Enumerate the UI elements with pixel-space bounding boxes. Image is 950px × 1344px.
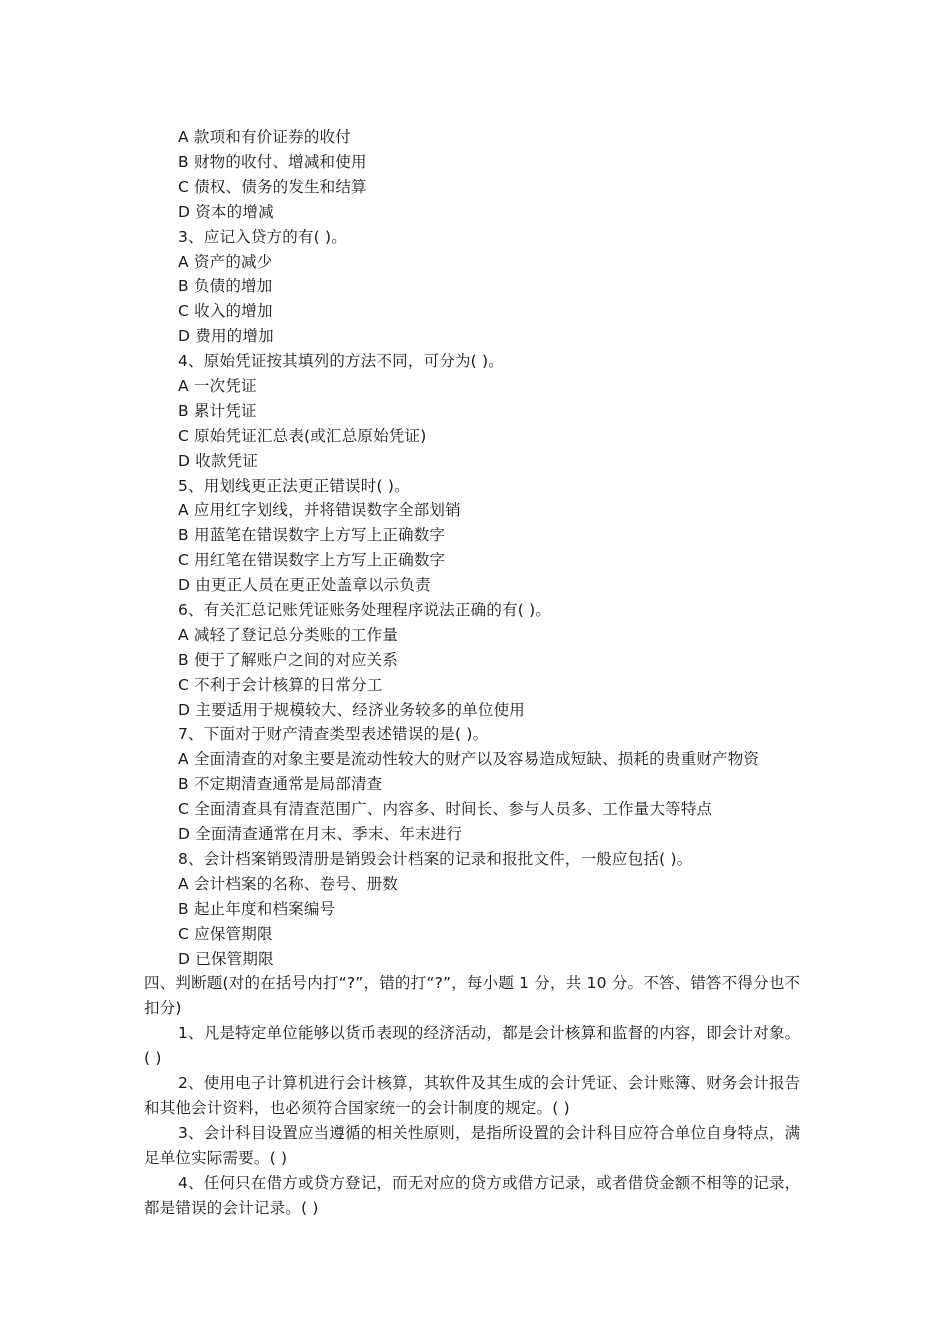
option-line: A 会计档案的名称、卷号、册数	[178, 875, 399, 893]
question-line: 5、用划线更正法更正错误时( )。	[178, 477, 410, 495]
option-line: D 收款凭证	[178, 452, 259, 470]
judgment-item: 2、使用电子计算机进行会计核算，其软件及其生成的会计凭证、会计账簿、财务会计报告和其他会计资料，也必须符合国家统一的会计制度的规定。( )	[144, 1074, 801, 1117]
option-line: B 负债的增加	[178, 277, 273, 295]
option-line: D 费用的增加	[178, 327, 274, 345]
option-line: B 不定期清查通常是局部清查	[178, 775, 383, 793]
option-line: D 全面清查通常在月末、季末、年末进行	[178, 825, 463, 843]
option-line: B 便于了解账户之间的对应关系	[178, 651, 399, 669]
option-line: A 全面清查的对象主要是流动性较大的财产以及容易造成短缺、损耗的贵重财产物资	[178, 750, 760, 768]
judgment-item: 1、凡是特定单位能够以货币表现的经济活动，都是会计核算和监督的内容，即会计对象。( )	[144, 1024, 801, 1067]
question-line: 7、下面对于财产清查类型表述错误的是( )。	[178, 725, 489, 743]
option-line: D 由更正人员在更正处盖章以示负责	[178, 576, 431, 594]
question-line: 6、有关汇总记账凭证账务处理程序说法正确的有( )。	[178, 601, 552, 619]
option-line: C 收入的增加	[178, 302, 273, 320]
option-line: A 一次凭证	[178, 377, 257, 395]
judgment-item: 3、会计科目设置应当遵循的相关性原则，是指所设置的会计科目应符合单位自身特点，满足单位实际需要。( )	[144, 1124, 801, 1167]
question-line: 8、会计档案销毁清册是销毁会计档案的记录和报批文件，一般应包括( )。	[178, 850, 693, 868]
option-line: A 资产的减少	[178, 253, 273, 271]
option-line: B 用蓝笔在错误数字上方写上正确数字	[178, 526, 446, 544]
option-line: C 原始凭证汇总表(或汇总原始凭证)	[178, 427, 427, 445]
option-line: B 财物的收付、增减和使用	[178, 153, 367, 171]
option-line: B 累计凭证	[178, 402, 257, 420]
section-title: 四、判断题(对的在括号内打“?”，错的打“?”，每小题 1 分，共 10 分。不答、错答不得分也不扣分)	[144, 974, 801, 1017]
option-line: C 全面清查具有清查范围广、内容多、时间长、参与人员多、工作量大等特点	[178, 800, 713, 818]
option-line: D 已保管期限	[178, 950, 274, 968]
option-line: A 减轻了登记总分类账的工作量	[178, 626, 399, 644]
option-line: D 主要适用于规模较大、经济业务较多的单位使用	[178, 701, 525, 719]
option-line: A 款项和有价证券的收付	[178, 128, 351, 146]
option-line: C 用红笔在错误数字上方写上正确数字	[178, 551, 446, 569]
judgment-item: 4、任何只在借方或贷方登记，而无对应的贷方或借方记录，或者借贷金额不相等的记录，都是错误的会计记录。( )	[144, 1174, 801, 1217]
question-line: 4、原始凭证按其填列的方法不同，可分为( )。	[178, 352, 504, 370]
option-line: A 应用红字划线，并将错误数字全部划销	[178, 501, 461, 519]
question-line: 3、应记入贷方的有( )。	[178, 228, 347, 246]
option-line: C 应保管期限	[178, 925, 273, 943]
option-line: D 资本的增减	[178, 203, 274, 221]
option-line: B 起止年度和档案编号	[178, 900, 336, 918]
option-line: C 债权、债务的发生和结算	[178, 178, 367, 196]
option-line: C 不利于会计核算的日常分工	[178, 676, 383, 694]
